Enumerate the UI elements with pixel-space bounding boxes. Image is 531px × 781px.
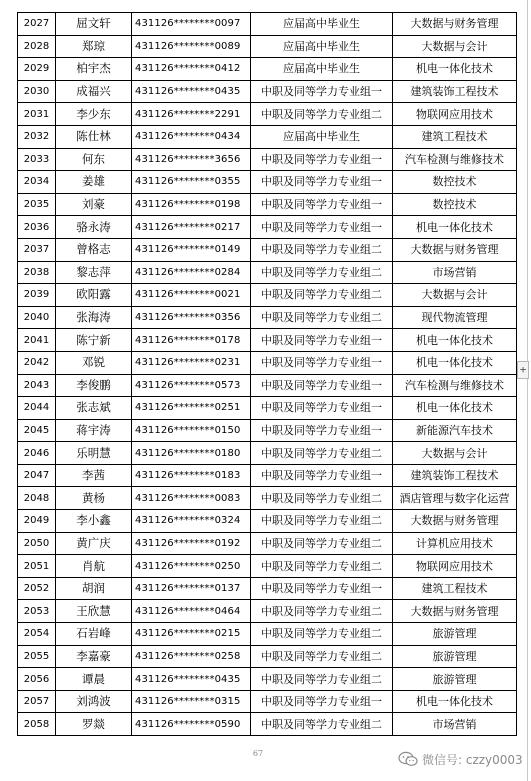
cell-category: 中职及同等学力专业组一: [251, 374, 393, 397]
cell-id-number: 431126********0435: [132, 80, 251, 103]
table-row: [18, 329, 517, 352]
cell-id-number: 431126********0137: [132, 577, 251, 600]
cell-major: 旅游管理: [393, 645, 517, 668]
cell-id-number: 431126********0315: [132, 690, 251, 713]
table-row: [18, 148, 517, 171]
table-row: [18, 690, 517, 713]
table-row: [18, 532, 517, 555]
cell-name: 李嘉豪: [56, 645, 132, 668]
cell-category: 中职及同等学力专业组二: [251, 645, 393, 668]
cell-number: 2055: [18, 645, 56, 668]
cell-category: 中职及同等学力专业组一: [251, 193, 393, 216]
cell-category: 应届高中毕业生: [251, 58, 393, 81]
table-row: [18, 35, 517, 58]
cell-major: 机电一体化技术: [393, 329, 517, 352]
cell-number: 2048: [18, 487, 56, 510]
cell-name: 李少东: [56, 103, 132, 126]
cell-category: 中职及同等学力专业组一: [251, 351, 393, 374]
table-row: [18, 80, 517, 103]
cell-id-number: 431126********0180: [132, 442, 251, 465]
cell-major: 物联网应用技术: [393, 103, 517, 126]
cell-id-number: 431126********0183: [132, 464, 251, 487]
cell-name: 曾格志: [56, 238, 132, 261]
admission-roster-table: [17, 12, 517, 736]
table-row: [18, 306, 517, 329]
cell-id-number: 431126********0356: [132, 306, 251, 329]
cell-number: 2046: [18, 442, 56, 465]
cell-id-number: 431126********0178: [132, 329, 251, 352]
cell-name: 姜雄: [56, 171, 132, 194]
cell-id-number: 431126********0192: [132, 532, 251, 555]
cell-category: 中职及同等学力专业组二: [251, 510, 393, 533]
cell-name: 陈宁新: [56, 329, 132, 352]
table-row: [18, 284, 517, 307]
table-row: [18, 600, 517, 623]
cell-major: 建筑工程技术: [393, 577, 517, 600]
cell-id-number: 431126********3656: [132, 148, 251, 171]
cell-major: 机电一体化技术: [393, 690, 517, 713]
cell-major: 建筑装饰工程技术: [393, 464, 517, 487]
cell-name: 李茜: [56, 464, 132, 487]
cell-number: 2058: [18, 713, 56, 736]
cell-name: 张志斌: [56, 397, 132, 420]
cell-major: 机电一体化技术: [393, 216, 517, 239]
cell-id-number: 431126********0215: [132, 623, 251, 646]
cell-name: 李小鑫: [56, 510, 132, 533]
cell-number: 2050: [18, 532, 56, 555]
cell-major: 旅游管理: [393, 623, 517, 646]
cell-category: 中职及同等学力专业组二: [251, 261, 393, 284]
cell-major: 汽车检测与维修技术: [393, 148, 517, 171]
cell-category: 中职及同等学力专业组二: [251, 442, 393, 465]
cell-category: 中职及同等学力专业组二: [251, 668, 393, 691]
cell-category: 中职及同等学力专业组二: [251, 306, 393, 329]
cell-number: 2029: [18, 58, 56, 81]
cell-id-number: 431126********0250: [132, 555, 251, 578]
cell-id-number: 431126********0434: [132, 125, 251, 148]
table-row: [18, 555, 517, 578]
cell-category: 应届高中毕业生: [251, 35, 393, 58]
cell-id-number: 431126********0464: [132, 600, 251, 623]
table-row: [18, 261, 517, 284]
table-row: [18, 645, 517, 668]
cell-major: 物联网应用技术: [393, 555, 517, 578]
cell-id-number: 431126********0089: [132, 35, 251, 58]
cell-name: 乐明慧: [56, 442, 132, 465]
cell-major: 大数据与财务管理: [393, 510, 517, 533]
cell-number: 2031: [18, 103, 56, 126]
expand-handle-icon[interactable]: +: [517, 361, 529, 379]
cell-name: 石岩峰: [56, 623, 132, 646]
cell-id-number: 431126********0231: [132, 351, 251, 374]
cell-id-number: 431126********0355: [132, 171, 251, 194]
cell-id-number: 431126********0198: [132, 193, 251, 216]
table-row: [18, 103, 517, 126]
wechat-icon: [398, 751, 418, 767]
table-row: [18, 577, 517, 600]
cell-name: 黄广庆: [56, 532, 132, 555]
cell-major: 机电一体化技术: [393, 58, 517, 81]
cell-name: 骆永涛: [56, 216, 132, 239]
cell-name: 成福兴: [56, 80, 132, 103]
cell-name: 李俊鹏: [56, 374, 132, 397]
cell-category: 中职及同等学力专业组一: [251, 148, 393, 171]
cell-category: 中职及同等学力专业组二: [251, 487, 393, 510]
cell-name: 王欣慧: [56, 600, 132, 623]
cell-name: 柏宇杰: [56, 58, 132, 81]
cell-major: 大数据与会计: [393, 284, 517, 307]
cell-category: 中职及同等学力专业组二: [251, 284, 393, 307]
cell-number: 2030: [18, 80, 56, 103]
cell-number: 2038: [18, 261, 56, 284]
cell-name: 罗燚: [56, 713, 132, 736]
table-row: [18, 351, 517, 374]
cell-number: 2045: [18, 419, 56, 442]
cell-number: 2047: [18, 464, 56, 487]
cell-number: 2032: [18, 125, 56, 148]
cell-name: 陈仕林: [56, 125, 132, 148]
cell-id-number: 431126********0251: [132, 397, 251, 420]
table-row: [18, 487, 517, 510]
cell-name: 蒋宇涛: [56, 419, 132, 442]
cell-major: 大数据与会计: [393, 35, 517, 58]
cell-id-number: 431126********0573: [132, 374, 251, 397]
cell-name: 黄杨: [56, 487, 132, 510]
cell-category: 中职及同等学力专业组一: [251, 690, 393, 713]
cell-id-number: 431126********0258: [132, 645, 251, 668]
cell-name: 郑琼: [56, 35, 132, 58]
cell-number: 2044: [18, 397, 56, 420]
cell-number: 2037: [18, 238, 56, 261]
cell-id-number: 431126********0284: [132, 261, 251, 284]
table-row: [18, 623, 517, 646]
cell-number: 2036: [18, 216, 56, 239]
cell-category: 中职及同等学力专业组一: [251, 397, 393, 420]
cell-number: 2051: [18, 555, 56, 578]
cell-number: 2049: [18, 510, 56, 533]
cell-major: 市场营销: [393, 261, 517, 284]
cell-number: 2033: [18, 148, 56, 171]
cell-major: 数控技术: [393, 193, 517, 216]
cell-number: 2057: [18, 690, 56, 713]
cell-number: 2028: [18, 35, 56, 58]
cell-major: 现代物流管理: [393, 306, 517, 329]
cell-id-number: 431126********0083: [132, 487, 251, 510]
cell-id-number: 431126********0217: [132, 216, 251, 239]
cell-major: 大数据与财务管理: [393, 13, 517, 36]
cell-category: 应届高中毕业生: [251, 13, 393, 36]
cell-major: 酒店管理与数字化运营: [393, 487, 517, 510]
table-row: [18, 419, 517, 442]
cell-number: 2041: [18, 329, 56, 352]
cell-category: 中职及同等学力专业组一: [251, 464, 393, 487]
table-row: [18, 510, 517, 533]
cell-name: 肖航: [56, 555, 132, 578]
cell-name: 何东: [56, 148, 132, 171]
cell-number: 2035: [18, 193, 56, 216]
page-right-edge: [527, 0, 528, 781]
cell-category: 应届高中毕业生: [251, 125, 393, 148]
table-row: [18, 713, 517, 736]
cell-number: 2039: [18, 284, 56, 307]
cell-major: 新能源汽车技术: [393, 419, 517, 442]
cell-major: 大数据与会计: [393, 442, 517, 465]
table-row: [18, 668, 517, 691]
table-row: [18, 374, 517, 397]
cell-category: 中职及同等学力专业组一: [251, 577, 393, 600]
cell-major: 机电一体化技术: [393, 397, 517, 420]
roster-body: [18, 13, 517, 736]
cell-name: 邓锐: [56, 351, 132, 374]
cell-category: 中职及同等学力专业组一: [251, 80, 393, 103]
cell-number: 2052: [18, 577, 56, 600]
cell-number: 2040: [18, 306, 56, 329]
cell-category: 中职及同等学力专业组二: [251, 555, 393, 578]
cell-category: 中职及同等学力专业组一: [251, 329, 393, 352]
cell-major: 计算机应用技术: [393, 532, 517, 555]
cell-category: 中职及同等学力专业组一: [251, 419, 393, 442]
cell-major: 机电一体化技术: [393, 351, 517, 374]
table-row: [18, 125, 517, 148]
cell-category: 中职及同等学力专业组二: [251, 623, 393, 646]
cell-name: 欧阳露: [56, 284, 132, 307]
cell-id-number: 431126********0435: [132, 668, 251, 691]
cell-number: 2056: [18, 668, 56, 691]
cell-category: 中职及同等学力专业组二: [251, 532, 393, 555]
table-row: [18, 216, 517, 239]
cell-name: 谭晨: [56, 668, 132, 691]
cell-major: 大数据与财务管理: [393, 238, 517, 261]
watermark-text: 微信号: czzy0003: [422, 752, 523, 767]
cell-category: 中职及同等学力专业组二: [251, 713, 393, 736]
table-row: [18, 171, 517, 194]
cell-id-number: 431126********0149: [132, 238, 251, 261]
table-row: [18, 238, 517, 261]
table-row: [18, 58, 517, 81]
cell-name: 刘豪: [56, 193, 132, 216]
cell-id-number: 431126********0590: [132, 713, 251, 736]
cell-category: 中职及同等学力专业组二: [251, 238, 393, 261]
table-row: [18, 397, 517, 420]
cell-number: 2042: [18, 351, 56, 374]
cell-id-number: 431126********0150: [132, 419, 251, 442]
cell-major: 大数据与财务管理: [393, 600, 517, 623]
table-row: [18, 13, 517, 36]
cell-major: 建筑工程技术: [393, 125, 517, 148]
cell-number: 2027: [18, 13, 56, 36]
cell-name: 黎志萍: [56, 261, 132, 284]
cell-number: 2043: [18, 374, 56, 397]
cell-category: 中职及同等学力专业组二: [251, 103, 393, 126]
cell-number: 2054: [18, 623, 56, 646]
table-row: [18, 464, 517, 487]
cell-name: 胡润: [56, 577, 132, 600]
cell-name: 屈文轩: [56, 13, 132, 36]
cell-category: 中职及同等学力专业组一: [251, 171, 393, 194]
cell-major: 旅游管理: [393, 668, 517, 691]
cell-category: 中职及同等学力专业组二: [251, 600, 393, 623]
cell-category: 中职及同等学力专业组一: [251, 216, 393, 239]
cell-id-number: 431126********0324: [132, 510, 251, 533]
cell-id-number: 431126********0021: [132, 284, 251, 307]
page-number: 67: [252, 749, 264, 758]
cell-major: 汽车检测与维修技术: [393, 374, 517, 397]
cell-major: 建筑装饰工程技术: [393, 80, 517, 103]
cell-name: 张海涛: [56, 306, 132, 329]
cell-id-number: 431126********0412: [132, 58, 251, 81]
cell-name: 刘鸿波: [56, 690, 132, 713]
cell-number: 2034: [18, 171, 56, 194]
cell-major: 数控技术: [393, 171, 517, 194]
cell-major: 市场营销: [393, 713, 517, 736]
table-row: [18, 442, 517, 465]
wechat-watermark: [398, 749, 523, 769]
cell-number: 2053: [18, 600, 56, 623]
table-row: [18, 193, 517, 216]
cell-id-number: 431126********2291: [132, 103, 251, 126]
cell-id-number: 431126********0097: [132, 13, 251, 36]
